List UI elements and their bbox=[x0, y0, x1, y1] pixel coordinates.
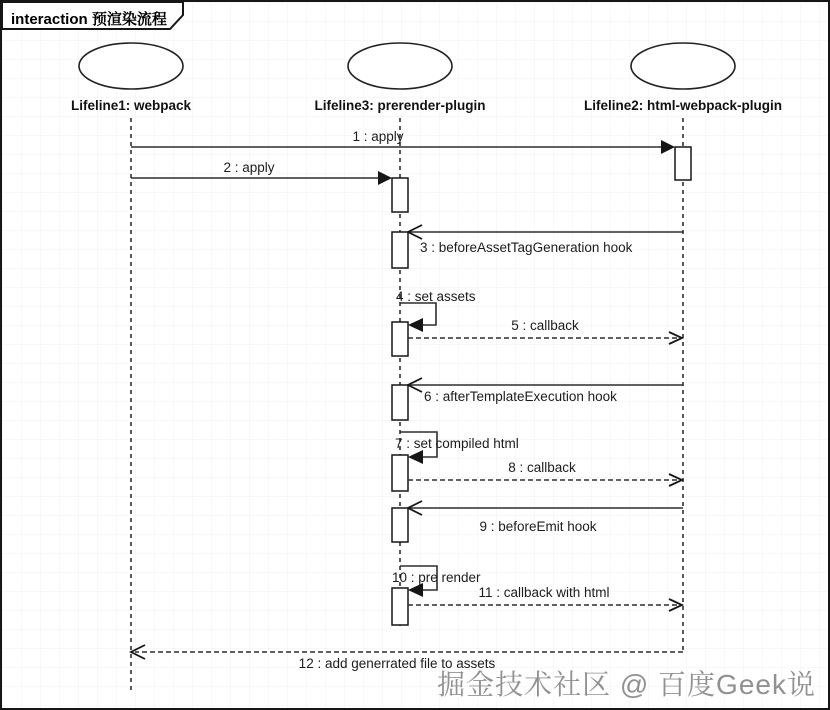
message-label-4: 4 : set assets bbox=[396, 289, 476, 304]
activation-prerender-beforeassettag bbox=[392, 232, 408, 268]
activation-prerender-setassets bbox=[392, 322, 408, 356]
lifeline-label-webpack: Lifeline1: webpack bbox=[70, 98, 192, 113]
message-label-2: 2 : apply bbox=[223, 160, 275, 175]
message-3-arrow bbox=[408, 225, 683, 239]
message-label-11: 11 : callback with html bbox=[478, 585, 610, 600]
message-label-5: 5 : callback bbox=[511, 318, 579, 333]
activation-prerender-apply bbox=[392, 178, 408, 212]
message-label-6: 6 : afterTemplateExecution hook bbox=[424, 389, 617, 404]
message-label-8: 8 : callback bbox=[508, 460, 576, 475]
activation-prerender-aftertemplate bbox=[392, 385, 408, 420]
message-label-3: 3 : beforeAssetTagGeneration hook bbox=[420, 240, 633, 255]
frame-title: interaction 预渲染流程 bbox=[11, 11, 167, 28]
activation-prerender-beforeemit bbox=[392, 508, 408, 542]
message-label-10: 10 : pre render bbox=[392, 570, 481, 585]
lifeline-head-webpack bbox=[79, 43, 183, 89]
message-9-arrow bbox=[408, 501, 683, 515]
lifeline-label-html-webpack-plugin: Lifeline2: html-webpack-plugin bbox=[583, 98, 783, 113]
watermark-text: 掘金技术社区 @ 百度Geek说 bbox=[437, 669, 816, 700]
lifeline-head-prerender-plugin bbox=[348, 43, 452, 89]
message-label-7: 7 : set compiled html bbox=[395, 436, 519, 451]
message-label-9: 9 : beforeEmit hook bbox=[479, 519, 597, 534]
message-label-1: 1 : apply bbox=[352, 129, 404, 144]
activation-html-apply bbox=[675, 147, 691, 180]
activation-prerender-prerender bbox=[392, 588, 408, 625]
lifeline-label-prerender-plugin: Lifeline3: prerender-plugin bbox=[314, 98, 486, 113]
message-label-12: 12 : add generrated file to assets bbox=[298, 656, 496, 671]
lifeline-head-html-webpack-plugin bbox=[631, 43, 735, 89]
activation-prerender-setcompiledhtml bbox=[392, 455, 408, 491]
